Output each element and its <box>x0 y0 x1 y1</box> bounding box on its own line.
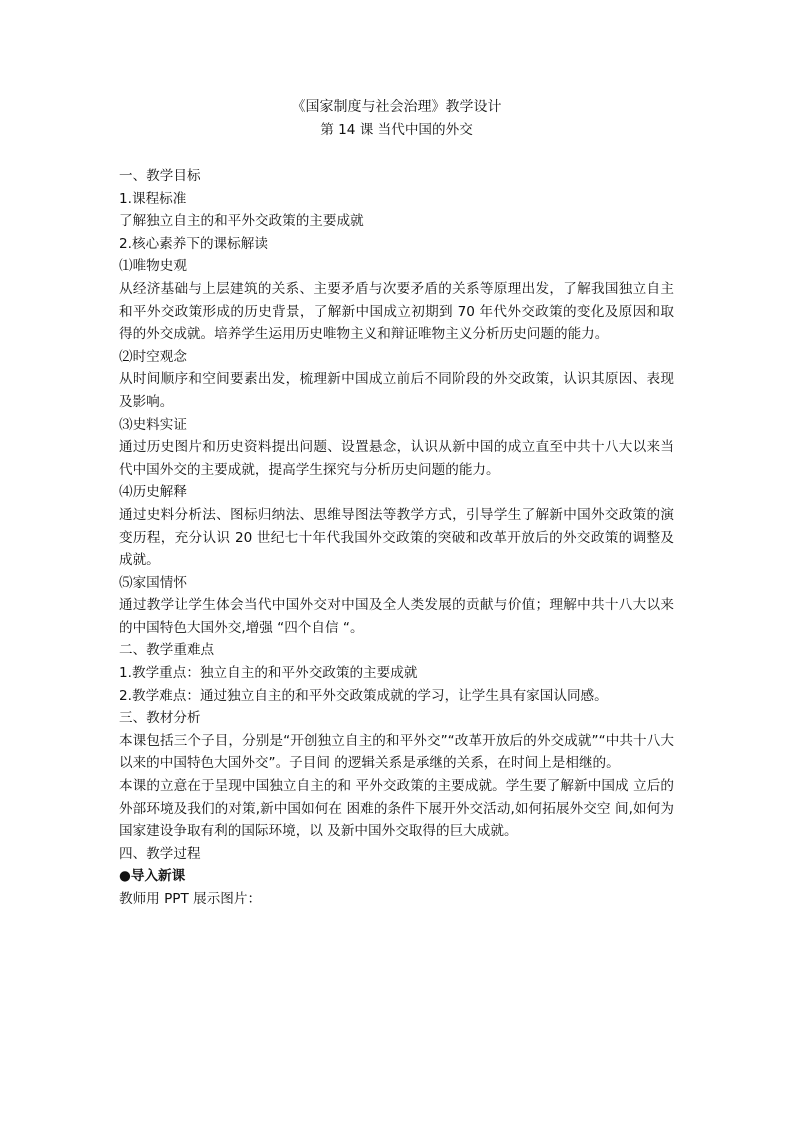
paragraph: 从时间顺序和空间要素出发，梳理新中国成立前后不同阶段的外交政策，认识其原因、表现及影响。 <box>119 371 674 410</box>
paragraph: 从经济基础与上层建筑的关系、主要矛盾与次要矛盾的关系等原理出发，了解我国独立自主和平外交政策形成的历史背景，了解新中国成立初期到 70 年代外交政策的变化及原因和取得的外交成就。培养学生运用历史唯物主义和辩证唯物主义分析历史问题的能力。 <box>119 280 674 343</box>
paragraph: ⑵时空观念 <box>119 348 187 365</box>
paragraph: ⑷历史解释 <box>119 484 187 501</box>
paragraph: ●导入新课 <box>119 868 186 885</box>
paragraph: 了解独立自主的和平外交政策的主要成就 <box>119 213 364 230</box>
paragraph: 2.核心素养下的课标解读 <box>119 235 268 252</box>
paragraph: 2.教学难点：通过独立自主的和平外交政策成就的学习，让学生具有家国认同感。 <box>119 687 608 704</box>
title-block <box>0 96 793 141</box>
paragraph: ⑸家国情怀 <box>119 574 187 591</box>
paragraph: 本课的立意在于呈现中国独立自主的和 平外交政策的主要成就。学生要了解新中国成 立后的外部环境及我们的对策,新中国如何在 困难的条件下展开外交活动,如何拓展外交空 间,如何为国家建设争取有利的国际环境，以 及新中国外交取得的巨大成就。 <box>119 778 674 840</box>
paragraph: 通过历史图片和历史资料提出问题、设置悬念，认识从新中国的成立直至中共十八大以来当代中国外交的主要成就，提高学生探究与分析历史问题的能力。 <box>119 439 674 478</box>
paragraph: 本课包括三个子目，分别是“开创独立自主的和平外交”“改革开放后的外交成就”“中共十八大以来的中国特色大国外交”。子目间 的逻辑关系是承继的关系，在时间上是相继的。 <box>119 732 674 772</box>
paragraph: ⑴唯物史观 <box>119 258 187 275</box>
paragraph: ⑶史料实证 <box>119 416 187 433</box>
paragraph: 1.课程标准 <box>119 190 187 207</box>
paragraph: 教师用 PPT 展示图片： <box>119 891 262 907</box>
paragraph: 四、教学过程 <box>119 845 201 862</box>
document-title: 《国家制度与社会治理》教学设计 <box>291 99 502 115</box>
document-subtitle: 第 14 课 当代中国的外交 <box>320 121 473 138</box>
paragraph: 三、教材分析 <box>119 710 201 727</box>
document-body <box>119 165 674 911</box>
paragraph: 二、教学重难点 <box>119 642 215 659</box>
paragraph: 1.教学重点：独立自主的和平外交政策的主要成就 <box>119 665 418 682</box>
paragraph: 通过史料分析法、图标归纳法、思维导图法等教学方式，引导学生了解新中国外交政策的演变历程，充分认识 20 世纪七十年代我国外交政策的突破和改革开放后的外交政策的调整及成就。 <box>119 506 674 569</box>
paragraph: 一、教学目标 <box>119 168 201 184</box>
paragraph: 通过教学让学生体会当代中国外交对中国及全人类发展的贡献与价值；理解中共十八大以来的中国特色大国外交,增强 “四个自信 “。 <box>119 597 674 636</box>
